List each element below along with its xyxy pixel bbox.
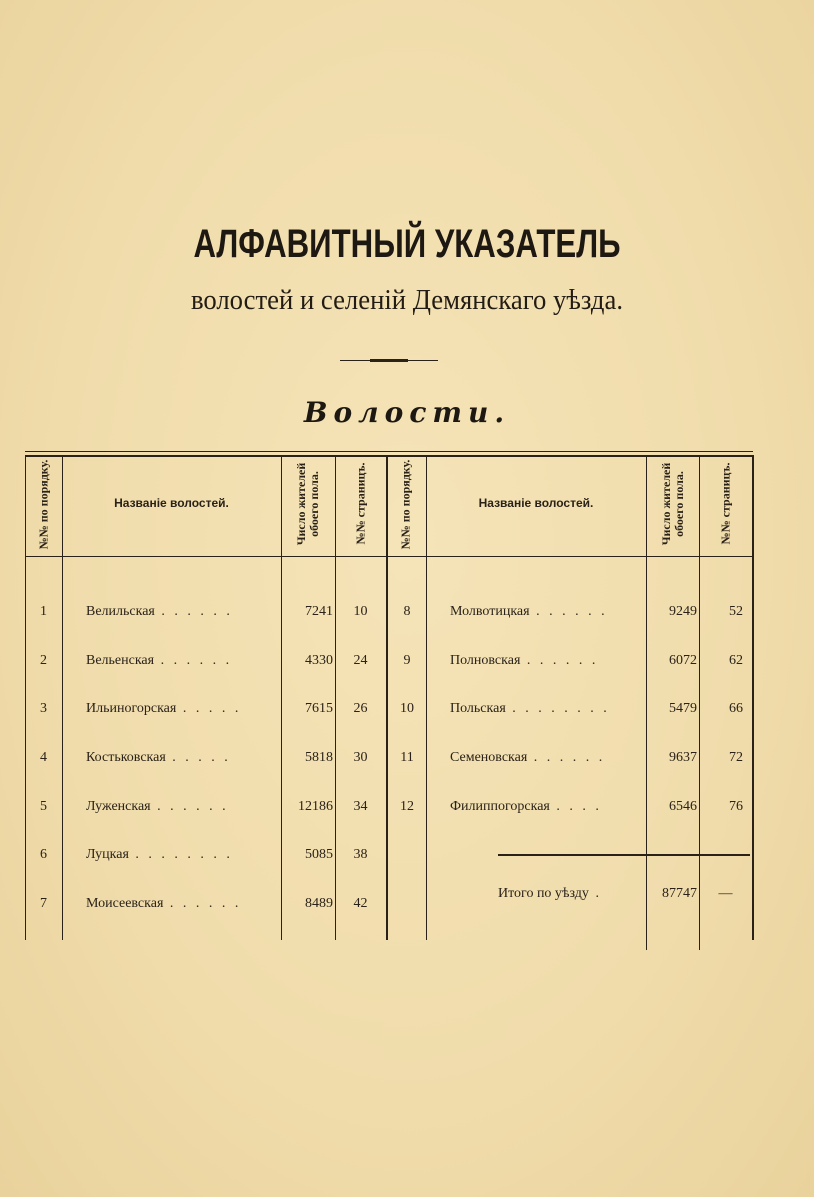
page-value: 42 <box>353 896 368 911</box>
row-number: 2 <box>40 653 47 668</box>
page-value: 52 <box>729 604 743 619</box>
section-title: Волости. <box>303 396 511 429</box>
col-line <box>25 455 26 940</box>
volost-name: Луцкая . . . . . . . . <box>86 847 233 862</box>
col-line <box>426 455 427 940</box>
table-top-rule <box>25 451 753 452</box>
header-population-right: Число жителей обоего пола. <box>659 462 686 546</box>
col-line <box>62 455 63 940</box>
row-number: 1 <box>40 604 47 619</box>
header-bottom-rule <box>25 556 753 557</box>
population-value: 5818 <box>305 750 333 765</box>
header-pages: №№ страницъ. <box>353 462 368 545</box>
header-row-no-right: №№ по порядку. <box>398 459 413 550</box>
population-value: 6072 <box>669 653 697 668</box>
row-number: 6 <box>40 847 47 862</box>
row-number: 11 <box>400 750 414 765</box>
population-value: 7615 <box>305 701 333 716</box>
header-pages-right: №№ страницъ. <box>718 462 733 545</box>
page-value: 30 <box>353 750 368 765</box>
row-number: 7 <box>40 896 47 911</box>
volost-name: Семеновская . . . . . . <box>450 750 606 765</box>
table-top-rule-bold <box>25 455 753 457</box>
population-value: 5479 <box>669 701 697 716</box>
volost-name: Велильская . . . . . . <box>86 604 233 619</box>
document-subtitle: волостей и селеній Демянскаго уѣзда. <box>190 284 624 316</box>
page-value: 76 <box>729 799 743 814</box>
row-number: 10 <box>400 701 414 716</box>
col-line <box>386 455 388 940</box>
row-number: 12 <box>400 799 414 814</box>
col-line <box>335 455 336 940</box>
col-line <box>752 455 754 940</box>
volost-name: Полновская . . . . . . <box>450 653 599 668</box>
volost-name: Молвотицкая . . . . . . <box>450 604 608 619</box>
volost-name: Польская . . . . . . . . <box>450 701 610 716</box>
page-value: 10 <box>353 604 368 619</box>
col-line <box>281 455 282 940</box>
row-number: 4 <box>40 750 47 765</box>
population-value: 5085 <box>305 847 333 862</box>
total-rule <box>498 854 750 856</box>
page-value: 72 <box>729 750 743 765</box>
volost-name: Костьковская . . . . . <box>86 750 231 765</box>
page-value: 24 <box>353 653 368 668</box>
population-value: 8489 <box>305 896 333 911</box>
row-number: 9 <box>403 653 411 668</box>
row-number: 8 <box>403 604 411 619</box>
total-page: — <box>718 886 733 901</box>
header-row-no: №№ по порядку. <box>36 459 51 550</box>
page-value: 62 <box>729 653 743 668</box>
volost-name: Вельенская . . . . . . <box>86 653 233 668</box>
header-name: Названіе волостей. <box>114 496 229 510</box>
population-value: 4330 <box>305 653 333 668</box>
volost-name: Ильиногорская . . . . . <box>86 701 242 716</box>
header-name-right: Названіе волостей. <box>478 496 594 510</box>
population-value: 9637 <box>669 750 697 765</box>
population-value: 7241 <box>305 604 333 619</box>
page-value: 66 <box>729 701 743 716</box>
page-value: 38 <box>353 847 368 862</box>
row-number: 5 <box>40 799 47 814</box>
document-title: АЛФАВИТНЫЙ УКАЗАТЕЛЬ <box>193 222 621 266</box>
header-population: Число жителей обоего пола. <box>294 462 321 546</box>
volost-name: Луженская . . . . . . <box>86 799 229 814</box>
population-value: 12186 <box>298 799 333 814</box>
volost-name: Моисеевская . . . . . . <box>86 896 242 911</box>
population-value: 6546 <box>669 799 697 814</box>
total-population: 87747 <box>662 886 697 901</box>
volost-name: Филиппогорская . . . . <box>450 799 602 814</box>
total-label: Итого по уѣзду . <box>498 886 602 901</box>
page-value: 26 <box>353 701 368 716</box>
page-value: 34 <box>353 799 368 814</box>
row-number: 3 <box>40 701 47 716</box>
population-value: 9249 <box>669 604 697 619</box>
title-divider-accent <box>370 359 408 362</box>
